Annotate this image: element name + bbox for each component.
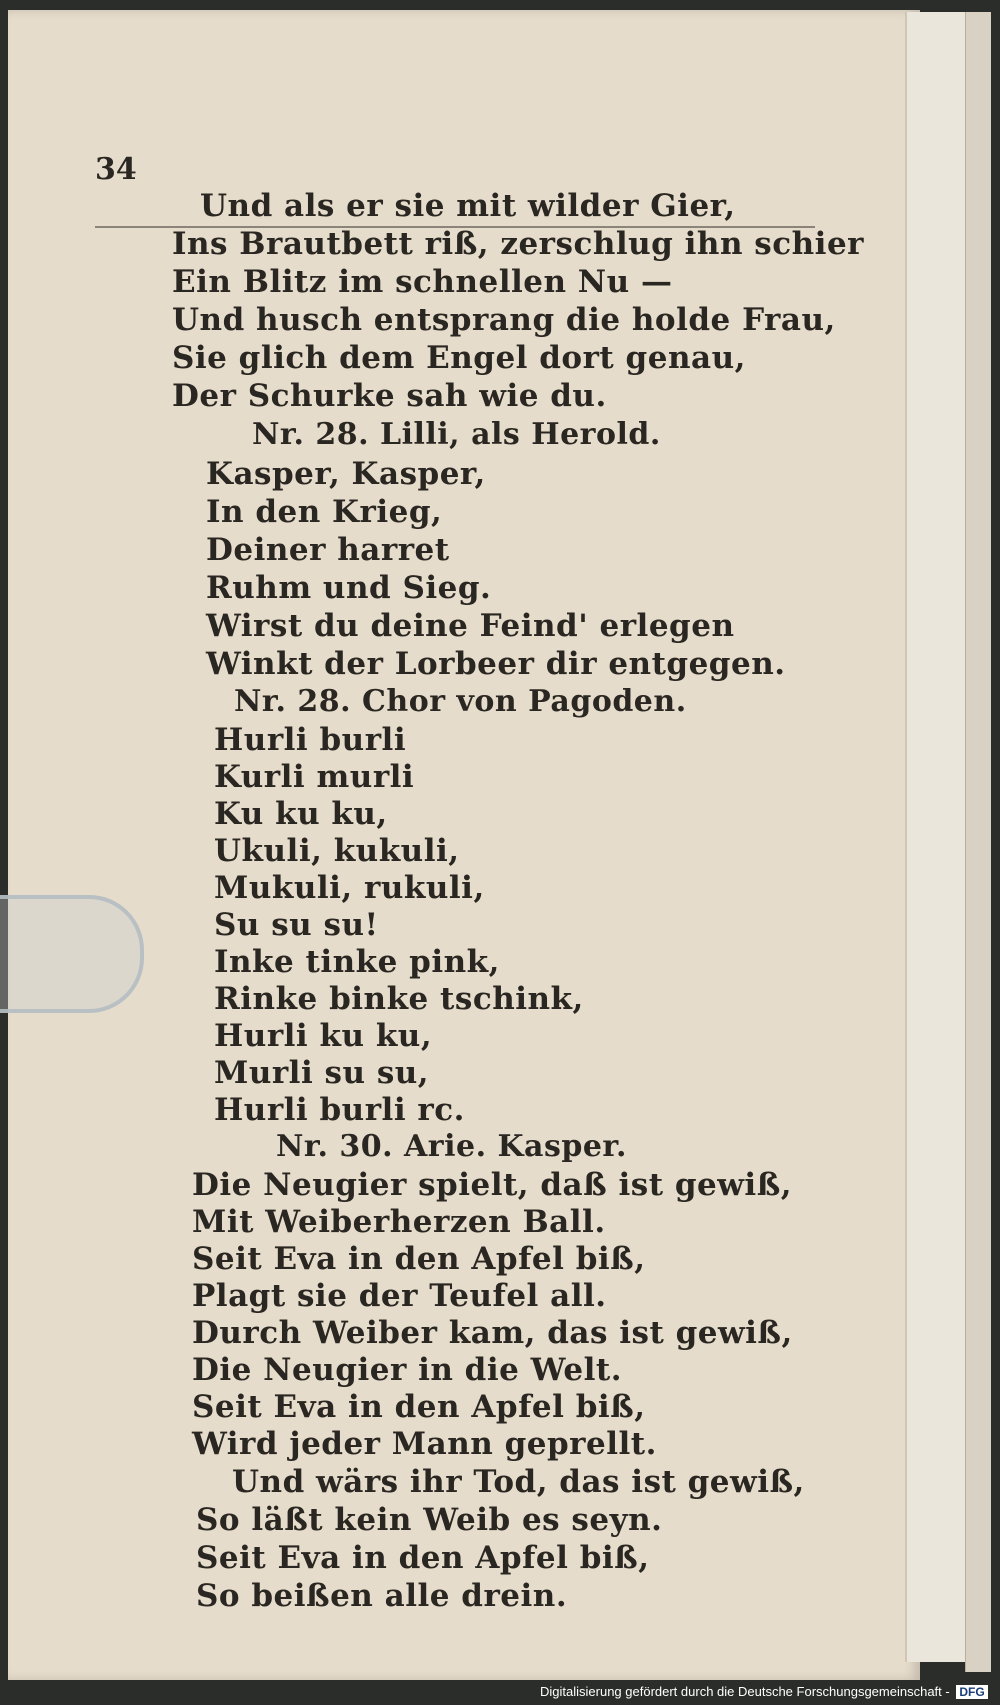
verse-line: So beißen alle drein. [196,1578,568,1614]
verse-line: Der Schurke sah wie du. [172,378,607,414]
verse-line: Wird jeder Mann geprellt. [192,1426,657,1462]
section-heading: Nr. 28. Chor von Pagoden. [234,684,687,719]
verse-line: Ukuli, kukuli, [214,833,460,869]
verse-line: Kasper, Kasper, [206,456,486,492]
verse-line: Seit Eva in den Apfel biß, [192,1241,646,1277]
verse-line: Ku ku ku, [214,796,388,832]
verse-line: Ruhm und Sieg. [206,570,492,606]
verse-line: Und husch entsprang die holde Frau, [172,302,836,338]
verse-line: Murli su su, [214,1055,430,1091]
verse-line: Und als er sie mit wilder Gier, [200,188,736,224]
digitization-credit [540,1684,988,1699]
verse-line: Kurli murli [214,759,415,795]
page-clip [0,895,144,1013]
verse-line: Hurli burli [214,722,407,758]
page-edge-outer [965,12,991,1672]
verse-line: Mit Weiberherzen Ball. [192,1204,606,1240]
page-number: 34 [95,152,137,187]
verse-line: Su su su! [214,907,379,943]
verse-line: In den Krieg, [206,494,443,530]
verse-line: Ins Brautbett riß, zerschlug ihn schier [172,226,864,262]
verse-line: Und wärs ihr Tod, das ist gewiß, [232,1464,805,1500]
credit-text: Digitalisierung gefördert durch die Deutsche Forschungsgemeinschaft - [540,1684,950,1699]
verse-line: So läßt kein Weib es seyn. [196,1502,663,1538]
verse-line: Hurli ku ku, [214,1018,433,1054]
verse-line: Rinke binke tschink, [214,981,584,1017]
section-heading: Nr. 30. Arie. Kasper. [276,1129,627,1164]
dfg-logo: DFG [956,1685,987,1699]
verse-line: Ein Blitz im schnellen Nu — [172,264,673,300]
verse-line: Winkt der Lorbeer dir entgegen. [206,646,786,682]
verse-line: Die Neugier in die Welt. [192,1352,623,1388]
verse-line: Mukuli, rukuli, [214,870,485,906]
verse-line: Wirst du deine Feind' erlegen [206,608,735,644]
verse-line: Plagt sie der Teufel all. [192,1278,607,1314]
verse-line: Durch Weiber kam, das ist gewiß, [192,1315,793,1351]
verse-line: Inke tinke pink, [214,944,500,980]
verse-line: Deiner harret [206,532,450,568]
verse-line: Seit Eva in den Apfel biß, [196,1540,650,1576]
verse-line: Hurli burli rc. [214,1092,465,1128]
section-heading: Nr. 28. Lilli, als Herold. [252,417,661,452]
verse-line: Die Neugier spielt, daß ist gewiß, [192,1167,793,1203]
verse-line: Sie glich dem Engel dort genau, [172,340,746,376]
verse-line: Seit Eva in den Apfel biß, [192,1389,646,1425]
